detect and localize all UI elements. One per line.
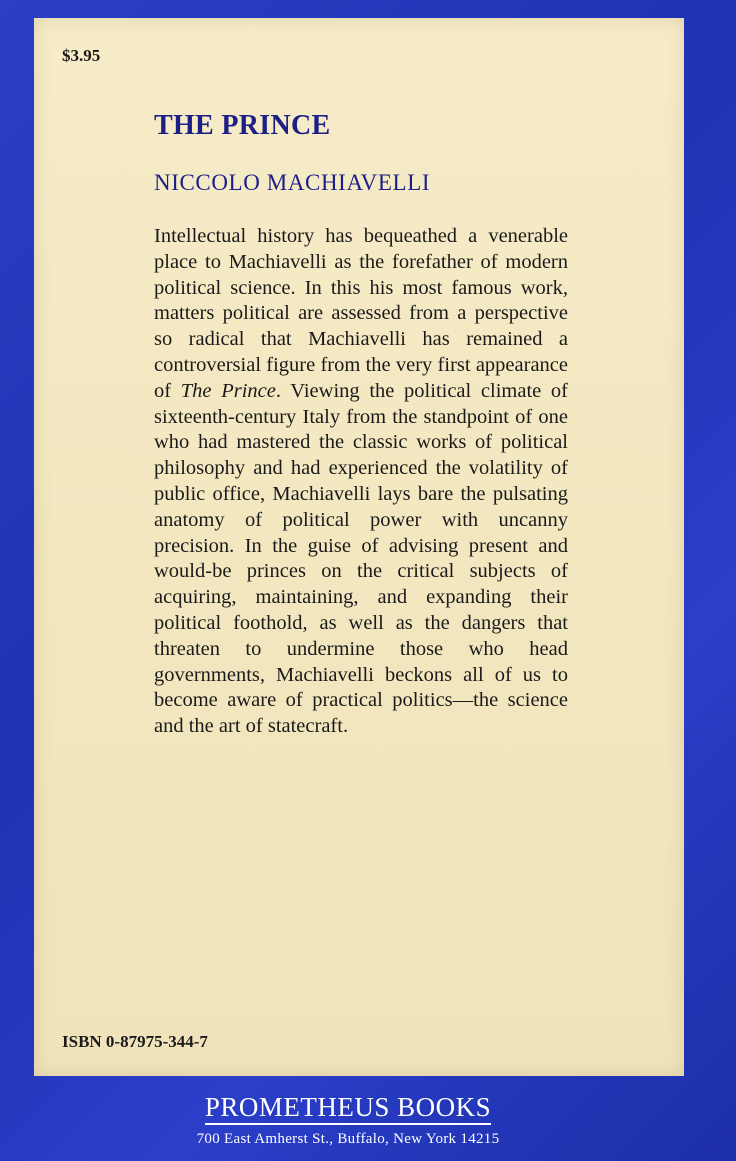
isbn-label: ISBN 0-87975-344-7 [62,1032,208,1051]
price-label: $3.95 [62,46,101,65]
publisher-name [0,1092,696,1123]
publisher-name-text: PROMETHEUS BOOKS [205,1092,491,1125]
description-text-part-1: Intellectual history has bequeathed a venerable place to Machiavelli as the forefather of modern political science. In this his most famous work, matters political are assessed from a perspective so radical that Machiavelli has remained a controversial figure from the very first appearance of [154,225,568,402]
book-author: NICCOLO MACHIAVELLI [154,170,431,195]
book-title: THE PRINCE [154,110,331,141]
cream-text-panel [34,18,684,1076]
publisher-address: 700 East Amherst St., Buffalo, New York 14215 [196,1131,500,1147]
description-text-part-2: . Viewing the political climate of sixteenth-century Italy from the standpoint of one who had mastered the classic works of political philosophy and had experienced the volatility of public office, Machiavelli lays bare the pulsating anatomy of political power with uncanny precision. In the guise of advising present and would-be princes on the critical subjects of acquiring, maintaining, and expanding their political foothold, as well as the dangers that threaten to undermine those who head governments, Machiavelli beckons all of us to become aware of practical politics—the science and the art of statecraft. [154,379,568,738]
description-italic-title: The Prince [180,379,276,402]
book-description [154,224,568,740]
